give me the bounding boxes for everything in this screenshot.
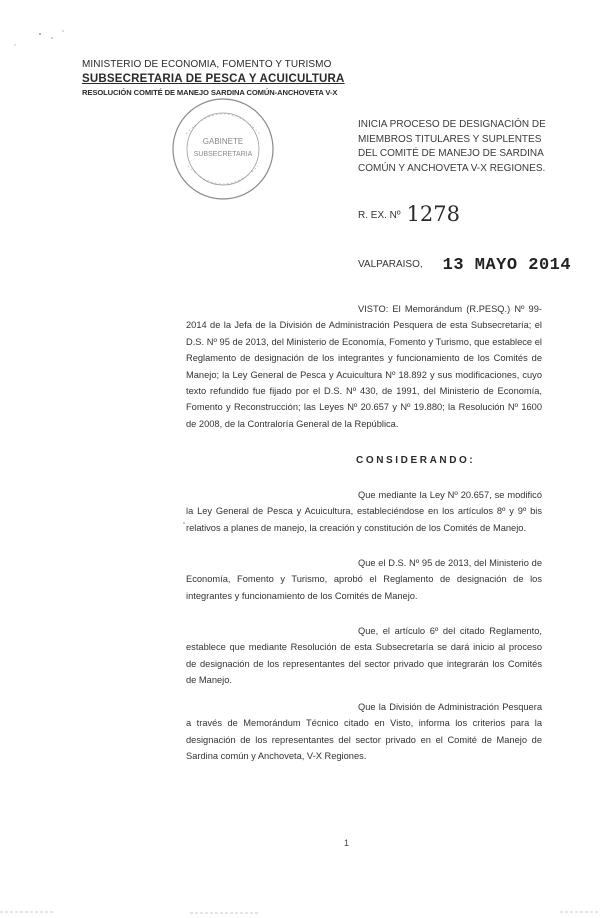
official-seal-stamp: [168, 94, 278, 204]
considerando-paragraph-2: Que el D.S. Nº 95 de 2013, del Ministerio de Economía, Fomento y Turismo, aprobó el Reglamento de designación de los integrantes y funcionamiento de los Comités de Manejo.: [186, 558, 542, 601]
resolution-number-line: [358, 202, 460, 226]
resolution-prefix: R. EX. Nº: [358, 210, 401, 221]
considerando-heading: CONSIDERANDO:: [356, 455, 476, 466]
place: VALPARAISO,: [358, 259, 423, 270]
date-stamp: 13 MAYO 2014: [442, 256, 572, 275]
resolution-reference: RESOLUCIÓN COMITÉ DE MANEJO SARDINA COMÚN-ANCHOVETA V-X: [82, 88, 338, 97]
subsecretary-name: SUBSECRETARIA DE PESCA Y ACUICULTURA: [82, 73, 345, 85]
considerando-paragraph-4: Que la División de Administración Pesquera a través de Memorándum Técnico citado en Visto, informa los criterios para la designación de los representantes del sector privado en el Comité de Manejo de Sardina común y Anchoveta, V-X Regiones.: [186, 702, 542, 762]
visto-paragraph: VISTO: El Memorándum (R.PESQ.) Nº 99-2014 de la Jefa de la División de Administración Pesquera de esta Subsecretaría; el D.S. Nº 95 de 2013, del Ministerio de Economía, Fomento y Turismo, que establece el Reglamento de designación de los integrantes y funcionamiento de los Comités de Manejo; la Ley General de Pesca y Acuicultura Nº 18.892 y sus modificaciones, cuyo texto refundido fue fijado por el D.S. Nº 430, de 1991, del Ministerio de Economía, Fomento y Reconstrucción; las Leyes Nº 20.657 y Nº 19.880; la Resolución Nº 1600 de 2008, de la Contraloría General de la República.: [186, 304, 542, 429]
resolution-number: 1278: [406, 202, 461, 226]
resolution-subject: INICIA PROCESO DE DESIGNACIÓN DE MIEMBROS TITULARES Y SUPLENTES DEL COMITÉ DE MANEJO DE SARDINA COMÚN Y ANCHOVETA V-X REGIONES.: [358, 119, 546, 174]
considerando-paragraph-1: Que mediante la Ley Nº 20.657, se modificó la Ley General de Pesca y Acuicultura, estableciéndose en los artículos 8º y 9º bis relativos a planes de manejo, la creación y constitución de los Comités de Manejo.: [186, 490, 542, 533]
ministry-name: MINISTERIO DE ECONOMIA, FOMENTO Y TURISMO: [82, 59, 332, 70]
page-number: 1: [344, 838, 350, 848]
stamp-line-2: SUBSECRETARIA: [193, 151, 253, 158]
place-date-line: [358, 256, 571, 275]
considerando-paragraph-3: Que, el artículo 6º del citado Reglamento, establece que mediante Resolución de esta Subsecretaría se dará inicio al proceso de designación de los representantes del sector privado que integrarán los Comités de Manejo.: [186, 626, 542, 686]
stamp-line-1: GABINETE: [202, 137, 244, 146]
